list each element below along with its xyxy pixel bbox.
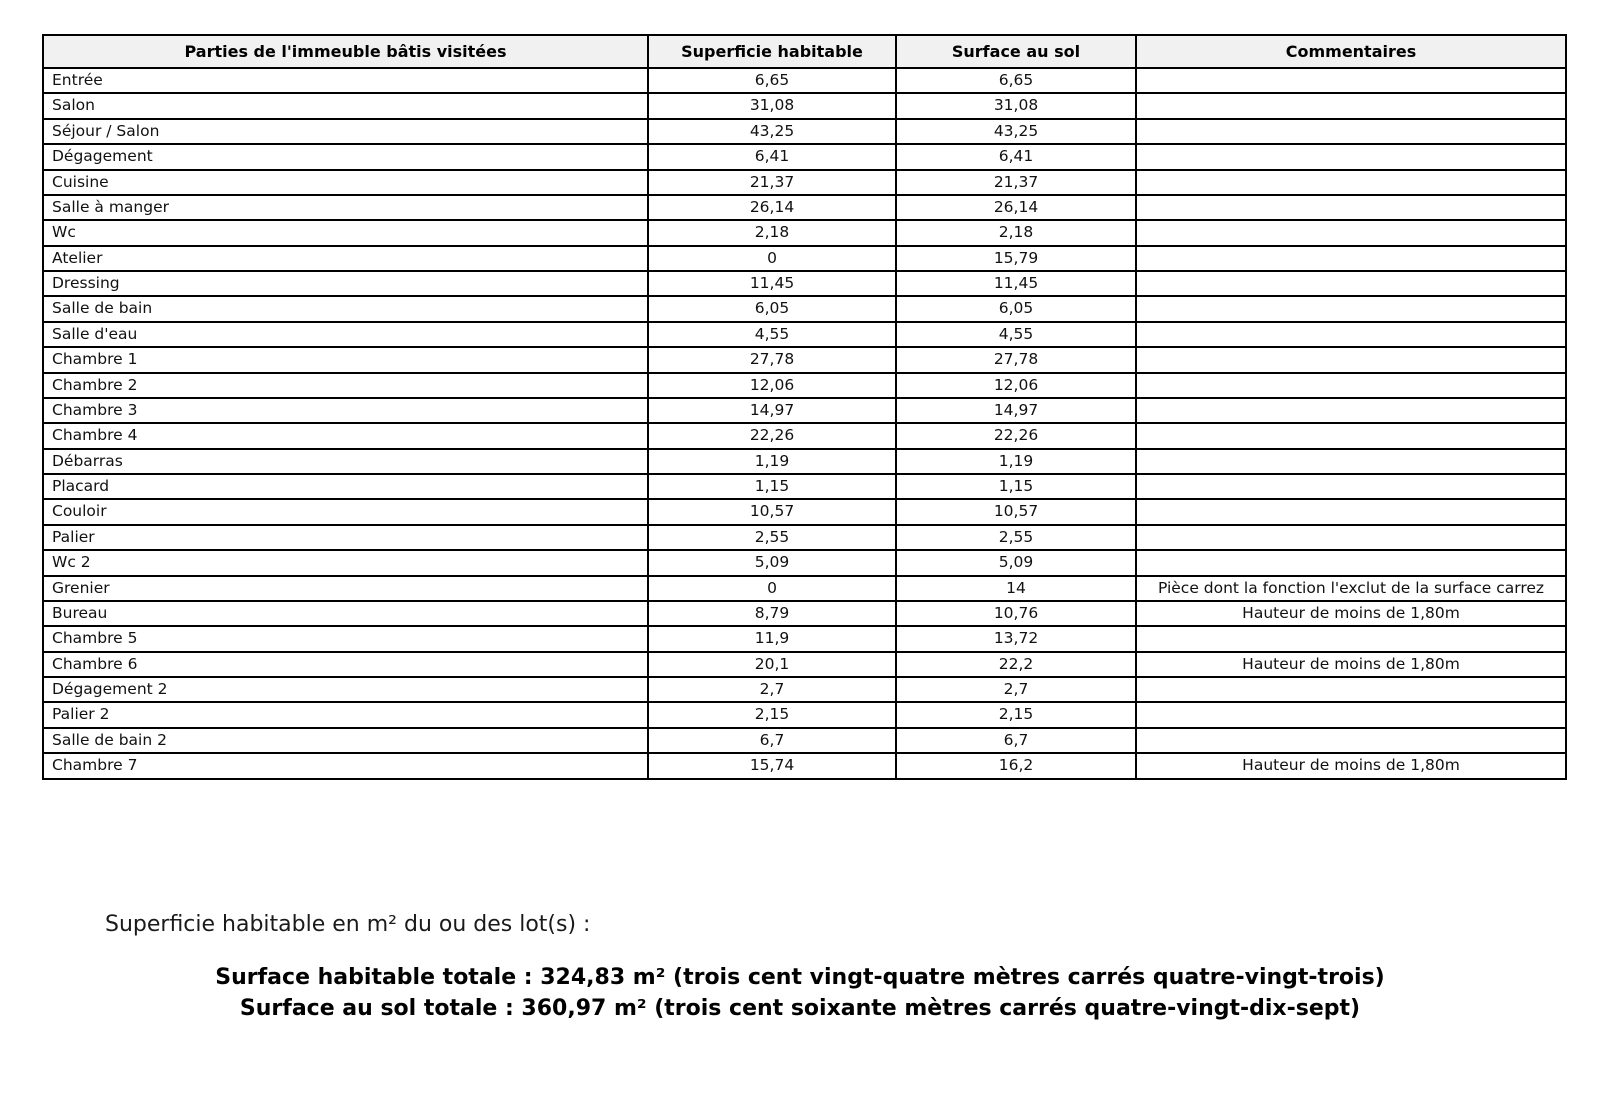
room-name-cell: Chambre 6	[43, 652, 648, 677]
table-row	[43, 144, 1566, 169]
room-name-cell: Atelier	[43, 246, 648, 271]
sol-value-cell: 2,15	[896, 702, 1136, 727]
room-name-cell: Bureau	[43, 601, 648, 626]
table-row	[43, 423, 1566, 448]
header-surface-au-sol: Surface au sol	[896, 35, 1136, 68]
table-row	[43, 322, 1566, 347]
habitable-value-cell: 6,05	[648, 296, 896, 321]
sol-value-cell: 5,09	[896, 550, 1136, 575]
habitable-value-cell: 2,15	[648, 702, 896, 727]
table-row	[43, 576, 1566, 601]
habitable-value-cell: 6,41	[648, 144, 896, 169]
habitable-value-cell: 2,55	[648, 525, 896, 550]
sol-value-cell: 2,7	[896, 677, 1136, 702]
habitable-value-cell: 4,55	[648, 322, 896, 347]
habitable-value-cell: 2,18	[648, 220, 896, 245]
habitable-value-cell: 21,37	[648, 170, 896, 195]
habitable-value-cell: 22,26	[648, 423, 896, 448]
room-name-cell: Grenier	[43, 576, 648, 601]
habitable-value-cell: 1,19	[648, 449, 896, 474]
comment-cell	[1136, 702, 1566, 727]
room-name-cell: Cuisine	[43, 170, 648, 195]
table-row	[43, 271, 1566, 296]
room-name-cell: Salle de bain 2	[43, 728, 648, 753]
surface-measurement-table	[42, 34, 1567, 780]
header-commentaires: Commentaires	[1136, 35, 1566, 68]
habitable-value-cell: 1,15	[648, 474, 896, 499]
sol-value-cell: 6,65	[896, 68, 1136, 93]
habitable-value-cell: 6,65	[648, 68, 896, 93]
comment-cell	[1136, 525, 1566, 550]
table-row	[43, 753, 1566, 778]
sol-value-cell: 43,25	[896, 119, 1136, 144]
comment-cell	[1136, 93, 1566, 118]
habitable-value-cell: 31,08	[648, 93, 896, 118]
comment-cell	[1136, 398, 1566, 423]
habitable-value-cell: 10,57	[648, 499, 896, 524]
comment-cell	[1136, 677, 1566, 702]
habitable-value-cell: 8,79	[648, 601, 896, 626]
table-row	[43, 626, 1566, 651]
sol-value-cell: 6,41	[896, 144, 1136, 169]
comment-cell	[1136, 626, 1566, 651]
room-name-cell: Entrée	[43, 68, 648, 93]
table-row	[43, 449, 1566, 474]
habitable-value-cell: 20,1	[648, 652, 896, 677]
sol-value-cell: 27,78	[896, 347, 1136, 372]
room-name-cell: Palier 2	[43, 702, 648, 727]
comment-cell: Hauteur de moins de 1,80m	[1136, 601, 1566, 626]
room-name-cell: Wc	[43, 220, 648, 245]
table-row	[43, 652, 1566, 677]
habitable-value-cell: 14,97	[648, 398, 896, 423]
room-name-cell: Salle à manger	[43, 195, 648, 220]
comment-cell	[1136, 347, 1566, 372]
table-row	[43, 246, 1566, 271]
room-name-cell: Wc 2	[43, 550, 648, 575]
habitable-value-cell: 15,74	[648, 753, 896, 778]
table-row	[43, 170, 1566, 195]
table-body	[43, 68, 1566, 779]
header-parties-immeuble: Parties de l'immeuble bâtis visitées	[43, 35, 648, 68]
total-sol-line: Surface au sol totale : 360,97 m² (trois cent soixante mètres carrés quatre-vingt-dix-sept)	[239, 996, 1361, 1021]
comment-cell	[1136, 449, 1566, 474]
comment-cell: Hauteur de moins de 1,80m	[1136, 753, 1566, 778]
habitable-value-cell: 26,14	[648, 195, 896, 220]
table-row	[43, 499, 1566, 524]
room-name-cell: Chambre 4	[43, 423, 648, 448]
sol-value-cell: 6,05	[896, 296, 1136, 321]
room-name-cell: Palier	[43, 525, 648, 550]
sol-value-cell: 10,76	[896, 601, 1136, 626]
table-row	[43, 296, 1566, 321]
comment-cell: Pièce dont la fonction l'exclut de la surface carrez	[1136, 576, 1566, 601]
table-row	[43, 119, 1566, 144]
comment-cell	[1136, 373, 1566, 398]
sol-value-cell: 22,26	[896, 423, 1136, 448]
comment-cell	[1136, 170, 1566, 195]
comment-cell	[1136, 550, 1566, 575]
comment-cell	[1136, 246, 1566, 271]
table-row	[43, 220, 1566, 245]
sol-value-cell: 14	[896, 576, 1136, 601]
table-row	[43, 702, 1566, 727]
comment-cell	[1136, 119, 1566, 144]
comment-cell	[1136, 728, 1566, 753]
sol-value-cell: 2,55	[896, 525, 1136, 550]
habitable-value-cell: 0	[648, 576, 896, 601]
table-row	[43, 68, 1566, 93]
comment-cell	[1136, 144, 1566, 169]
sol-value-cell: 31,08	[896, 93, 1136, 118]
room-name-cell: Salle de bain	[43, 296, 648, 321]
habitable-intro-text: Superficie habitable en m² du ou des lot(s) :	[105, 912, 591, 937]
sol-value-cell: 16,2	[896, 753, 1136, 778]
table-row	[43, 601, 1566, 626]
room-name-cell: Chambre 3	[43, 398, 648, 423]
table-row	[43, 677, 1566, 702]
sol-value-cell: 13,72	[896, 626, 1136, 651]
total-habitable-line: Surface habitable totale : 324,83 m² (trois cent vingt-quatre mètres carrés quatre-vingt-trois)	[215, 965, 1385, 990]
table-header-row	[43, 35, 1566, 68]
room-name-cell: Placard	[43, 474, 648, 499]
room-name-cell: Séjour / Salon	[43, 119, 648, 144]
room-name-cell: Dégagement	[43, 144, 648, 169]
table-row	[43, 93, 1566, 118]
table-row	[43, 525, 1566, 550]
sol-value-cell: 4,55	[896, 322, 1136, 347]
table-row	[43, 347, 1566, 372]
sol-value-cell: 22,2	[896, 652, 1136, 677]
sol-value-cell: 1,15	[896, 474, 1136, 499]
sol-value-cell: 2,18	[896, 220, 1136, 245]
table-row	[43, 474, 1566, 499]
table-row	[43, 728, 1566, 753]
room-name-cell: Dégagement 2	[43, 677, 648, 702]
room-name-cell: Dressing	[43, 271, 648, 296]
sol-value-cell: 12,06	[896, 373, 1136, 398]
habitable-value-cell: 11,45	[648, 271, 896, 296]
room-name-cell: Chambre 5	[43, 626, 648, 651]
habitable-value-cell: 0	[648, 246, 896, 271]
totals-block	[0, 962, 1600, 1024]
habitable-value-cell: 5,09	[648, 550, 896, 575]
habitable-value-cell: 43,25	[648, 119, 896, 144]
sol-value-cell: 11,45	[896, 271, 1136, 296]
sol-value-cell: 10,57	[896, 499, 1136, 524]
comment-cell	[1136, 423, 1566, 448]
habitable-value-cell: 12,06	[648, 373, 896, 398]
sol-value-cell: 14,97	[896, 398, 1136, 423]
sol-value-cell: 1,19	[896, 449, 1136, 474]
sol-value-cell: 21,37	[896, 170, 1136, 195]
comment-cell	[1136, 474, 1566, 499]
sol-value-cell: 26,14	[896, 195, 1136, 220]
header-superficie-habitable: Superficie habitable	[648, 35, 896, 68]
comment-cell	[1136, 296, 1566, 321]
habitable-value-cell: 11,9	[648, 626, 896, 651]
comment-cell	[1136, 220, 1566, 245]
habitable-value-cell: 6,7	[648, 728, 896, 753]
comment-cell	[1136, 499, 1566, 524]
table-row	[43, 195, 1566, 220]
table-row	[43, 550, 1566, 575]
room-name-cell: Couloir	[43, 499, 648, 524]
sol-value-cell: 15,79	[896, 246, 1136, 271]
habitable-value-cell: 27,78	[648, 347, 896, 372]
comment-cell	[1136, 271, 1566, 296]
room-name-cell: Débarras	[43, 449, 648, 474]
table-row	[43, 398, 1566, 423]
sol-value-cell: 6,7	[896, 728, 1136, 753]
room-name-cell: Salon	[43, 93, 648, 118]
habitable-value-cell: 2,7	[648, 677, 896, 702]
room-name-cell: Chambre 1	[43, 347, 648, 372]
comment-cell	[1136, 195, 1566, 220]
room-name-cell: Chambre 2	[43, 373, 648, 398]
comment-cell	[1136, 322, 1566, 347]
comment-cell	[1136, 68, 1566, 93]
room-name-cell: Chambre 7	[43, 753, 648, 778]
table-row	[43, 373, 1566, 398]
comment-cell: Hauteur de moins de 1,80m	[1136, 652, 1566, 677]
room-name-cell: Salle d'eau	[43, 322, 648, 347]
